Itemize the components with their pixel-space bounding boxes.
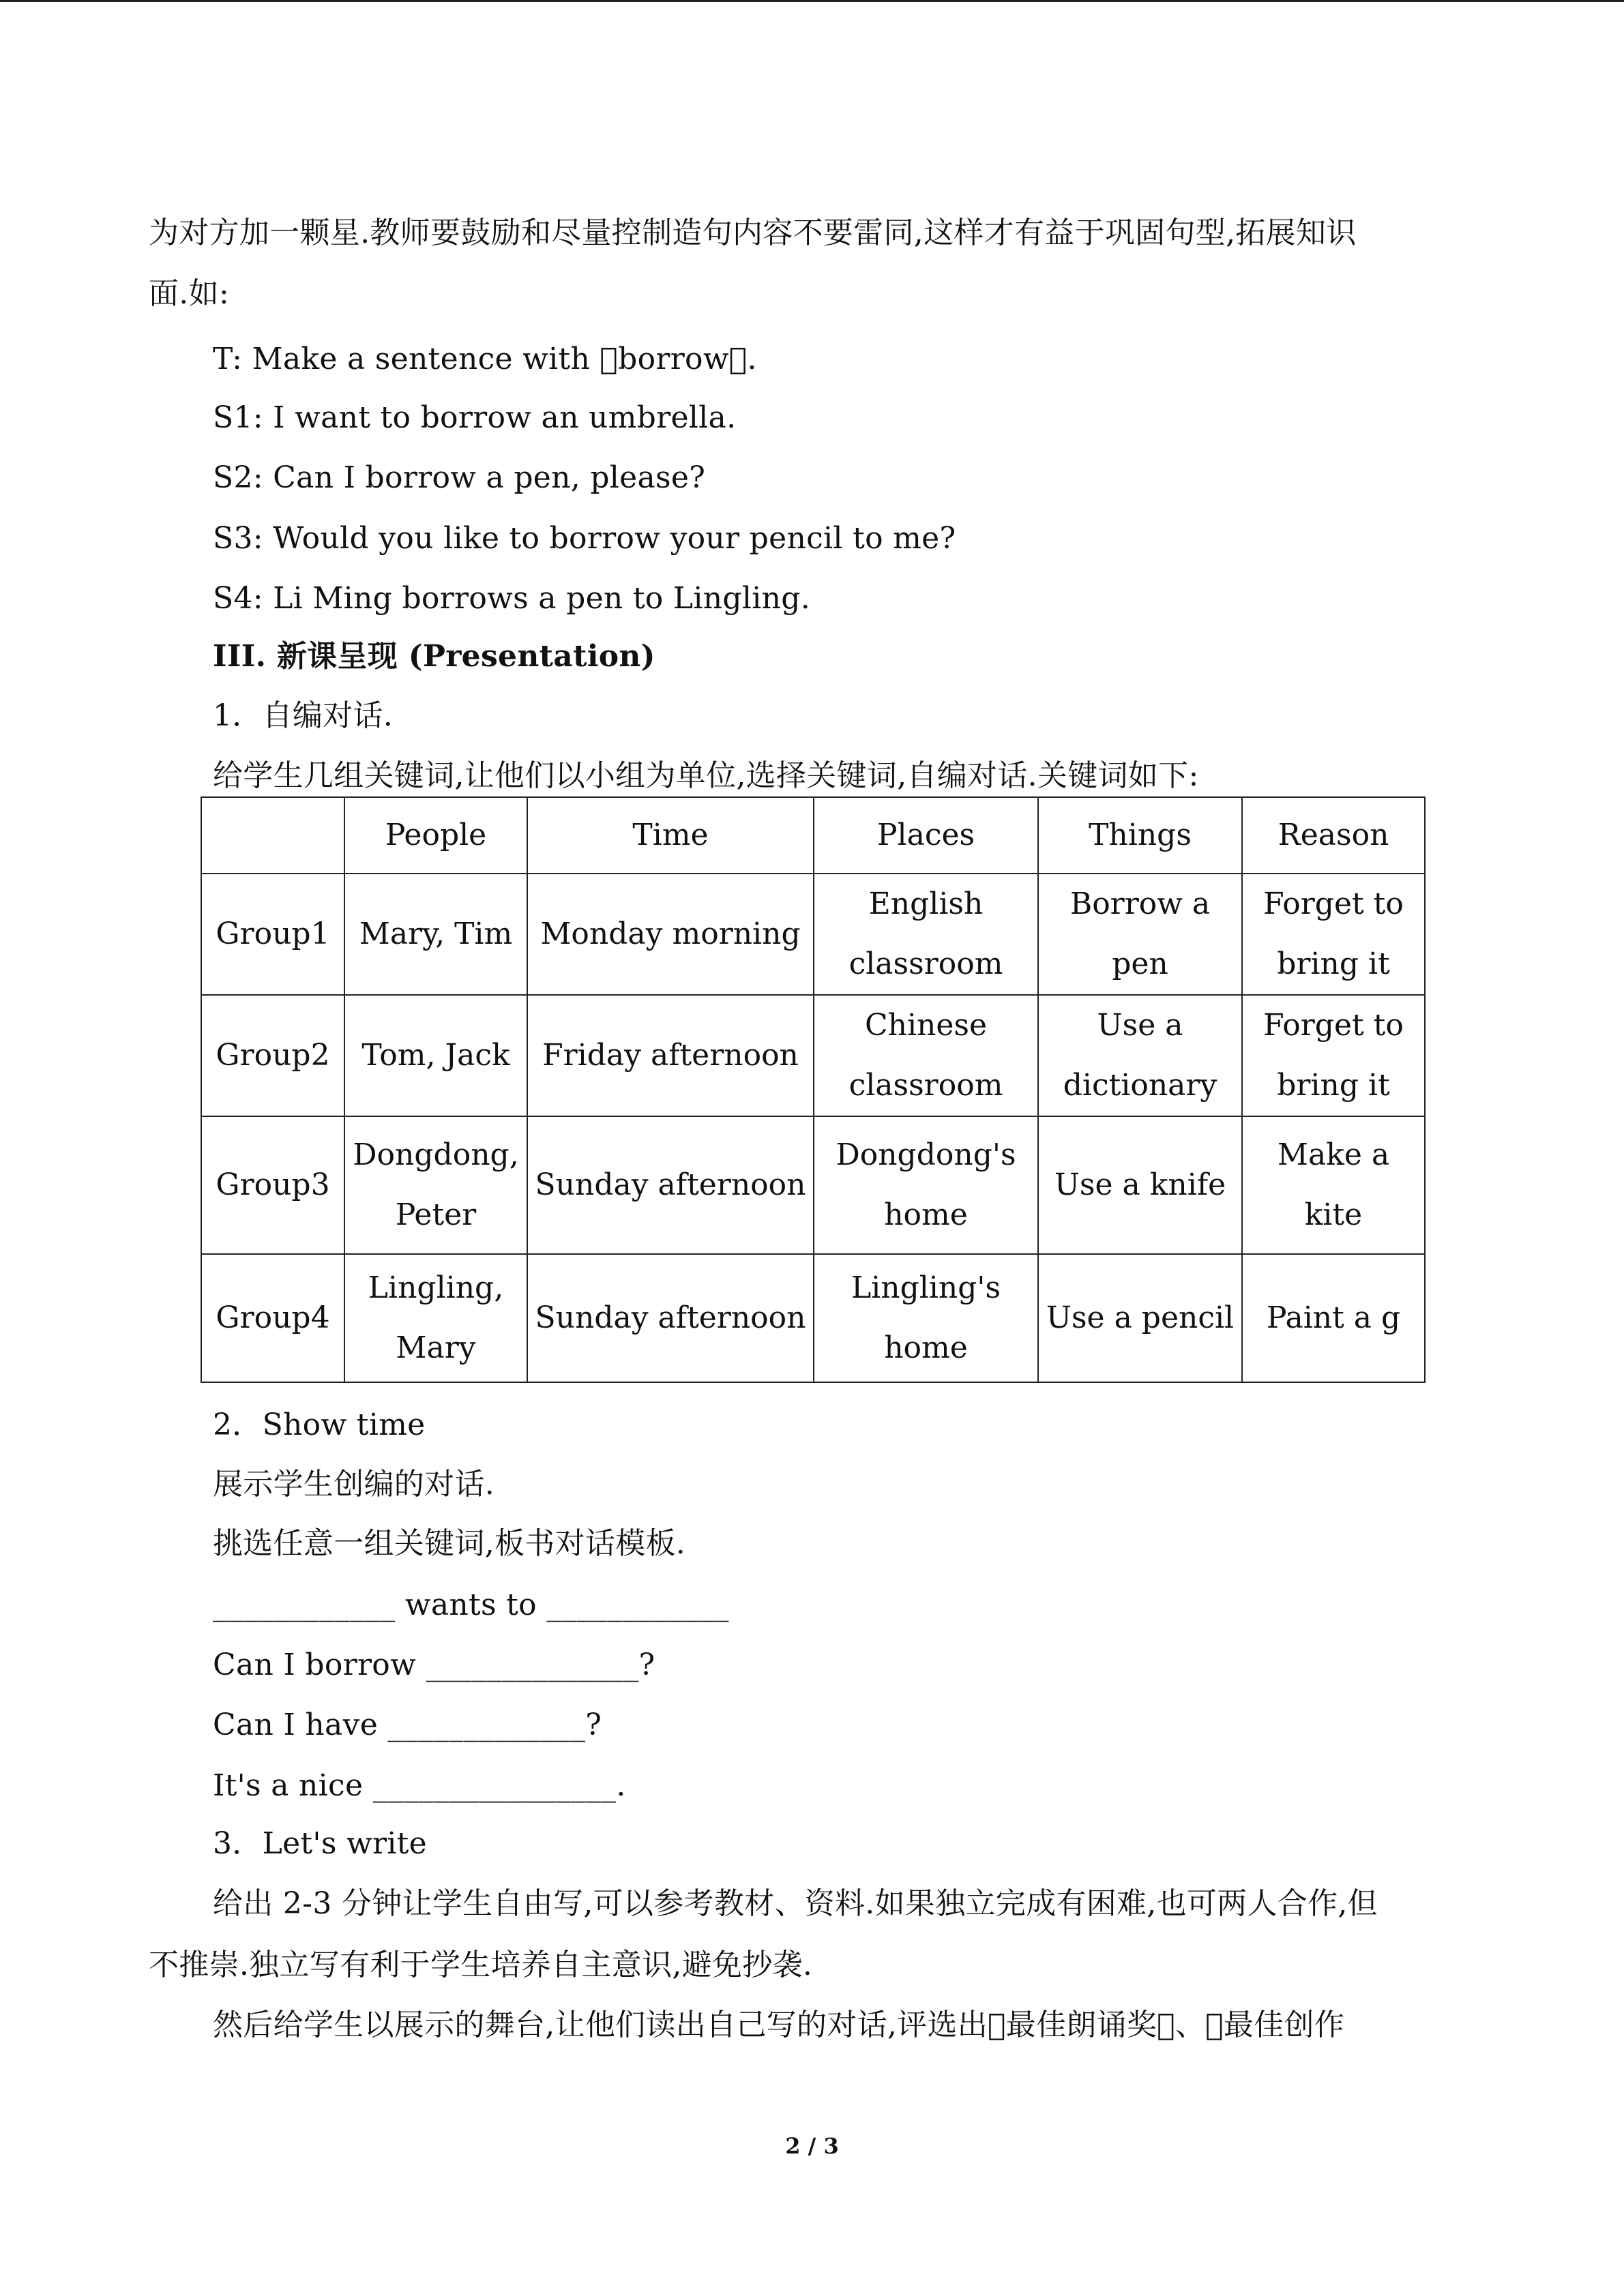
table-row — [201, 1116, 1425, 1254]
dialogue-line: T: Make a sentence with 􀀀borrow􀀀. — [213, 342, 757, 376]
dialogue-line: S3: Would you like to borrow your pencil to me? — [213, 521, 956, 556]
subsection-heading: 3．Let's write — [213, 1826, 427, 1861]
reason-cell — [1242, 1116, 1425, 1254]
cell-line: English — [868, 886, 984, 921]
cell-line: classroom — [848, 1068, 1003, 1103]
section-heading: III. 新课呈现 (Presentation) — [213, 639, 655, 674]
template-line: Can I borrow ______________? — [213, 1648, 655, 1682]
cell-line: home — [884, 1330, 968, 1365]
cell-line: Borrow a — [1069, 886, 1211, 921]
places-cell — [814, 874, 1038, 995]
paragraph-line: 面.如: — [149, 276, 230, 311]
paragraph-line: 然后给学生以展示的舞台,让他们读出自己写的对话,评选出􀀀最佳朗诵奖􀀀、􀀀最佳创作 — [213, 2008, 1345, 2042]
dialogue-line: S4: Li Ming borrows a pen to Lingling. — [213, 581, 811, 616]
table-header-cell: Places — [814, 797, 1038, 874]
table-row — [201, 995, 1425, 1116]
cell-line: Dongdong's — [836, 1137, 1016, 1172]
page-number: 2 / 3 — [785, 2133, 839, 2159]
places-cell — [814, 1254, 1038, 1382]
group-cell: Group1 — [201, 874, 344, 995]
subsection-heading: 2．Show time — [213, 1407, 426, 1442]
things-cell: Use a knife — [1038, 1116, 1242, 1254]
cell-line: Peter — [395, 1197, 477, 1232]
table-row — [201, 874, 1425, 995]
cell-line: Forget to — [1263, 1008, 1404, 1043]
cell-line: home — [884, 1197, 968, 1232]
keyword-table — [201, 796, 1426, 1383]
table-header-cell: Time — [527, 797, 814, 874]
group-cell: Group2 — [201, 995, 344, 1116]
table-header-row — [201, 797, 1425, 874]
reason-cell — [1242, 874, 1425, 995]
things-cell — [1038, 995, 1242, 1116]
places-cell — [814, 995, 1038, 1116]
things-cell — [1038, 874, 1242, 995]
paragraph-line: 挑选任意一组关键词,板书对话模板. — [213, 1526, 686, 1561]
cell-line: bring it — [1277, 1068, 1390, 1103]
cell-line: classroom — [848, 946, 1003, 981]
template-line: Can I have _____________? — [213, 1708, 602, 1742]
cell-line: Dongdong, — [353, 1137, 519, 1172]
paragraph-line: 给出 2-3 分钟让学生自由写,可以参考教材、资料.如果独立完成有困难,也可两人合作,但 — [213, 1886, 1378, 1921]
cell-line: kite — [1304, 1197, 1363, 1232]
cell-line: Lingling's — [851, 1270, 1001, 1305]
time-cell: Monday morning — [527, 874, 814, 995]
table-header-cell — [201, 797, 344, 874]
group-cell: Group4 — [201, 1254, 344, 1382]
reason-cell — [1242, 995, 1425, 1116]
table-header-cell: Reason — [1242, 797, 1425, 874]
cell-line: Chinese — [864, 1008, 988, 1043]
cell-line: pen — [1112, 946, 1168, 981]
table-header-cell: People — [344, 797, 527, 874]
dialogue-line: S1: I want to borrow an umbrella. — [213, 400, 737, 435]
cell-line: bring it — [1277, 946, 1390, 981]
cell-line: Make a — [1277, 1137, 1390, 1172]
paragraph-line: 不推崇.独立写有利于学生培养自主意识,避免抄袭. — [149, 1948, 813, 1982]
cell-line: Mary — [396, 1330, 476, 1365]
cell-line: Lingling, — [368, 1270, 504, 1305]
time-cell: Sunday afternoon — [527, 1116, 814, 1254]
table-row — [201, 1254, 1425, 1382]
people-cell: Mary, Tim — [344, 874, 527, 995]
group-cell: Group3 — [201, 1116, 344, 1254]
dialogue-line: S2: Can I borrow a pen, please? — [213, 460, 706, 495]
cell-line: Use a — [1097, 1008, 1183, 1043]
paragraph-line: 为对方加一颗星.教师要鼓励和尽量控制造句内容不要雷同,这样才有益于巩固句型,拓展知识 — [149, 215, 1357, 250]
time-cell: Sunday afternoon — [527, 1254, 814, 1382]
paragraph-line: 展示学生创编的对话. — [213, 1467, 494, 1502]
time-cell: Friday afternoon — [527, 995, 814, 1116]
cell-line: Forget to — [1263, 886, 1404, 921]
places-cell — [814, 1116, 1038, 1254]
reason-cell: Paint a g — [1242, 1254, 1425, 1382]
subsection-heading: 1．自编对话. — [213, 698, 394, 733]
template-line: It's a nice ________________. — [213, 1768, 626, 1803]
people-cell: Tom, Jack — [344, 995, 527, 1116]
people-cell — [344, 1254, 527, 1382]
cell-line: dictionary — [1063, 1068, 1217, 1103]
template-line: ____________ wants to ____________ — [213, 1587, 729, 1622]
table-header-cell: Things — [1038, 797, 1242, 874]
things-cell: Use a pencil — [1038, 1254, 1242, 1382]
people-cell — [344, 1116, 527, 1254]
paragraph-line: 给学生几组关键词,让他们以小组为单位,选择关键词,自编对话.关键词如下: — [213, 758, 1199, 793]
